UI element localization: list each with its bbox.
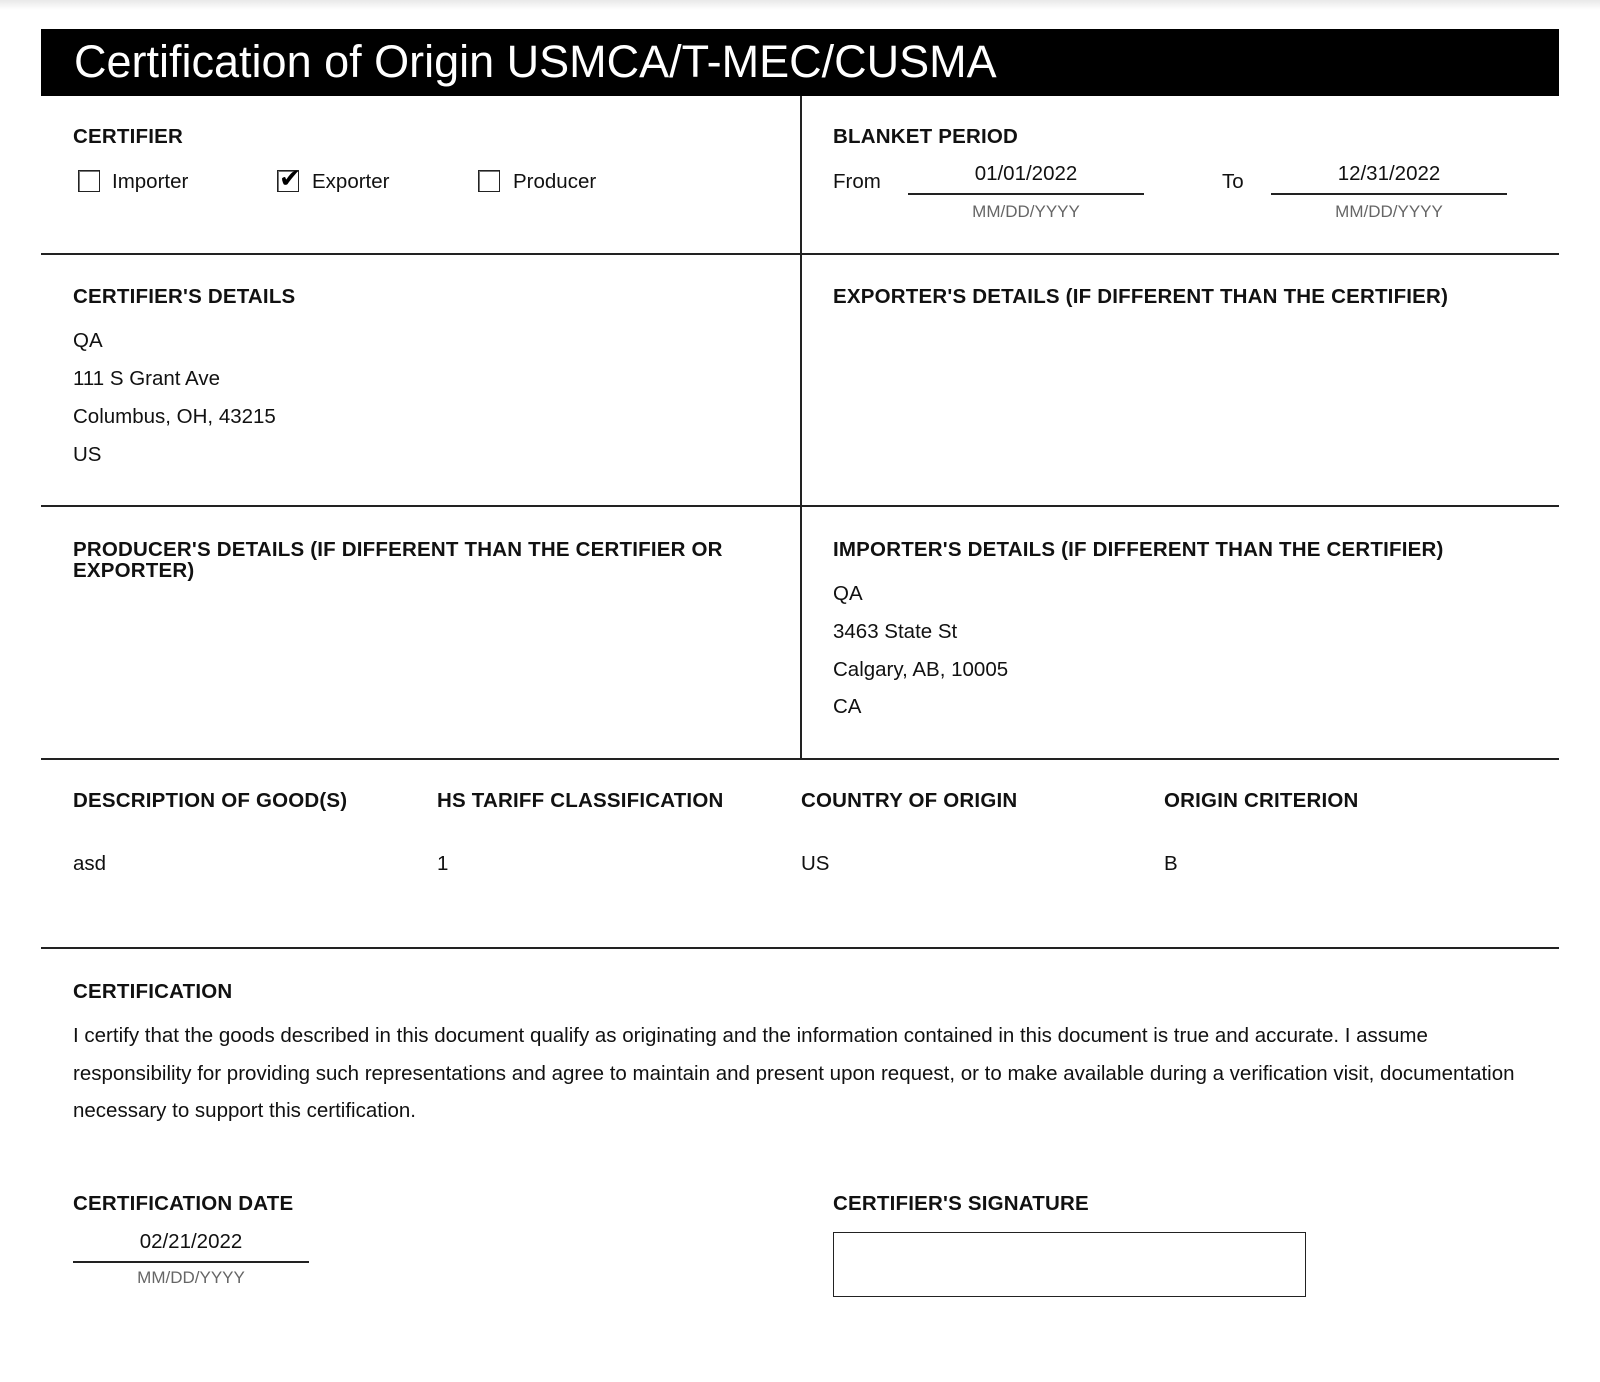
row-divider-1 [41,253,1559,255]
importer-city: Calgary, AB, 10005 [833,658,1009,681]
signature-field[interactable] [833,1232,1306,1297]
goods-cell-hs-tariff: 1 [437,852,449,875]
exporter-details-heading: EXPORTER'S DETAILS (IF DIFFERENT THAN THE CERTIFIER) [833,285,1449,308]
certifier-details-heading: CERTIFIER'S DETAILS [73,285,296,308]
to-date-field[interactable]: 12/31/2022 [1337,162,1441,185]
goods-col-description: DESCRIPTION OF GOOD(S) [73,789,348,812]
certifier-country: US [73,443,102,466]
certifier-name: QA [73,329,103,352]
producer-details-heading-line1: PRODUCER'S DETAILS (IF DIFFERENT THAN THE CERTIFIER OR [73,538,723,561]
exporter-label: Exporter [312,170,390,193]
certification-date-field[interactable]: 02/21/2022 [139,1230,243,1253]
goods-cell-description: asd [73,852,107,875]
importer-checkbox[interactable] [78,170,100,192]
row-divider-2 [41,505,1559,507]
importer-street: 3463 State St [833,620,958,643]
certifier-street: 111 S Grant Ave [73,367,221,390]
goods-cell-country: US [801,852,830,875]
page-top-shadow [0,0,1600,10]
importer-label: Importer [112,170,189,193]
title-bar [41,29,1559,96]
to-date-hint: MM/DD/YYYY [1335,202,1443,221]
checkmark-icon: ✔ [279,163,301,193]
importer-details-heading: IMPORTER'S DETAILS (IF DIFFERENT THAN THE CERTIFIER) [833,538,1444,561]
from-date-underline [908,193,1144,195]
row-divider-4 [41,947,1559,949]
to-date-underline [1271,193,1507,195]
goods-col-criterion: ORIGIN CRITERION [1164,789,1359,812]
from-date-field[interactable]: 01/01/2022 [974,162,1078,185]
goods-col-hs-tariff: HS TARIFF CLASSIFICATION [437,789,724,812]
document-title: Certification of Origin USMCA/T-MEC/CUSMA [74,36,997,87]
certification-heading: CERTIFICATION [73,980,233,1003]
certifier-heading: CERTIFIER [73,125,183,148]
exporter-checkbox[interactable] [277,163,301,193]
importer-country: CA [833,695,862,718]
certification-statement: I certify that the goods described in this document qualify as originating and the information contained in this document is true and accurate. I assume responsibility for providing such representations and agree to maintain and present upon request, or to make available during a verification visit, documentation necessary to support this certification. [73,1024,1515,1122]
producer-checkbox[interactable] [478,170,500,192]
certification-date-hint: MM/DD/YYYY [137,1268,245,1287]
from-date-hint: MM/DD/YYYY [972,202,1080,221]
certification-date-underline [73,1261,309,1263]
goods-cell-criterion: B [1164,852,1178,875]
producer-details-heading-line2: EXPORTER) [73,559,195,582]
importer-name: QA [833,582,863,605]
from-label: From [833,170,881,193]
row-divider-3 [41,758,1559,760]
goods-col-country: COUNTRY OF ORIGIN [801,789,1018,812]
blanket-period-heading: BLANKET PERIOD [833,125,1019,148]
signature-heading: CERTIFIER'S SIGNATURE [833,1192,1089,1215]
producer-label: Producer [513,170,597,193]
certification-date-heading: CERTIFICATION DATE [73,1192,294,1215]
column-divider [800,96,802,760]
to-label: To [1222,170,1244,193]
certifier-city: Columbus, OH, 43215 [73,405,276,428]
